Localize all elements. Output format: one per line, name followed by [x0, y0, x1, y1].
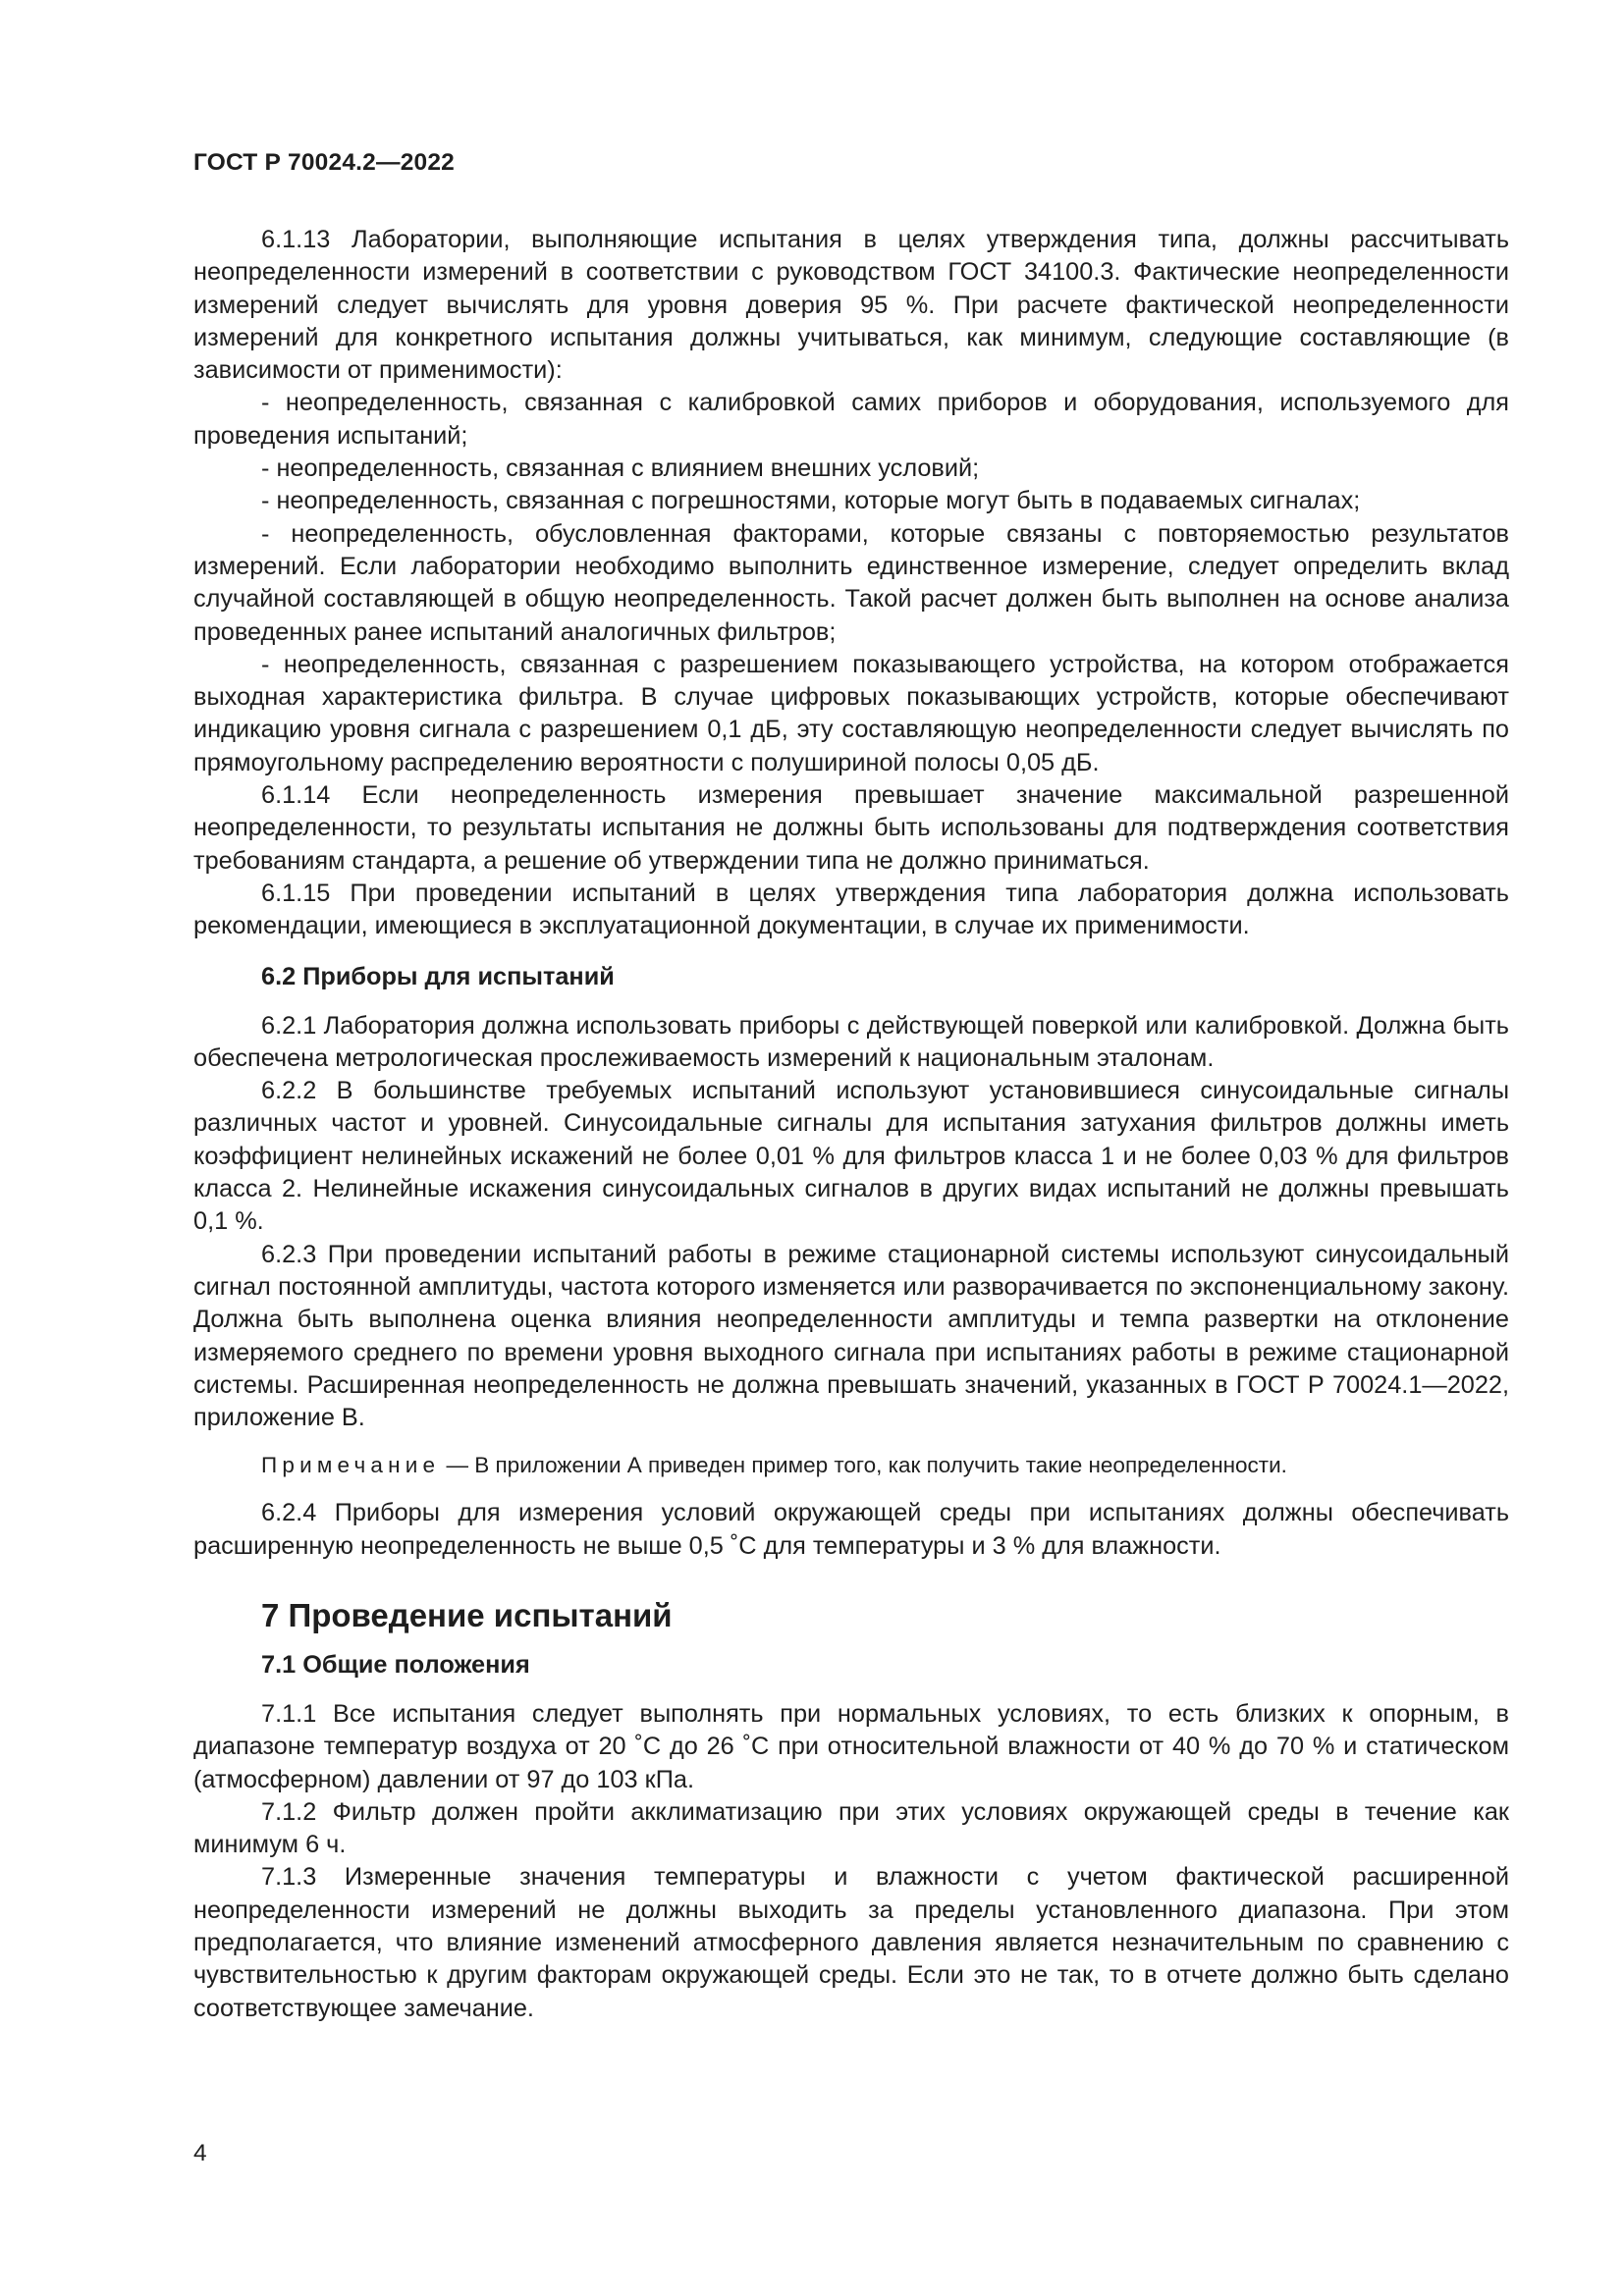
list-item: - неопределенность, обусловленная факторами, которые связаны с повторяемостью результатов измерений. Если лаборатории необходимо выполнить единственное измерение, следует определить вклад случайной составляющей в общую неопределенность. Такой расчет должен быть выполнен на основе анализа проведенных ранее испытаний аналогичных фильтров;	[193, 519, 1509, 646]
paragraph-7-1-2: 7.1.2 Фильтр должен пройти акклиматизацию при этих условиях окружающей среды в течение как минимум 6 ч.	[193, 1797, 1509, 1859]
list-item: - неопределенность, связанная с калибровкой самих приборов и оборудования, используемого для проведения испытаний;	[193, 389, 1509, 450]
paragraph-6-1-14: 6.1.14 Если неопределенность измерения превышает значение максимальной разрешенной неопределенности, то результаты испытания не должны быть использованы для подтверждения соответствия требованиям стандарта, а решение об утверждении типа не должно приниматься.	[193, 781, 1509, 875]
list-item: - неопределенность, связанная с разрешением показывающего устройства, на котором отображается выходная характеристика фильтра. В случае цифровых показывающих устройств, которые обеспечивают индикацию уровня сигнала с разрешением 0,1 дБ, эту составляющую неопределенности следует вычислять по прямоугольному распределению вероятности с полушириной полосы 0,05 дБ.	[193, 650, 1509, 776]
section-heading-6-2: 6.2 Приборы для испытаний	[261, 962, 615, 990]
document-body	[193, 224, 1509, 2025]
section-heading-7: 7 Проведение испытаний	[261, 1596, 673, 1633]
paragraph-7-1-3: 7.1.3 Измеренные значения температуры и влажности с учетом фактической расширенной неопределенности измерений не должны выходить за пределы установленного диапазона. При этом предполагается, что влияние изменений атмосферного давления является незначительным по сравнению с чувствительностью к другим факторам окружающей среды. Если это не так, то в отчете должно быть сделано соответствующее замечание.	[193, 1863, 1509, 2022]
list-item: - неопределенность, связанная с влиянием внешних условий;	[261, 454, 980, 483]
section-heading-7-1: 7.1 Общие положения	[261, 1650, 530, 1679]
paragraph-6-2-4: 6.2.4 Приборы для измерения условий окружающей среды при испытаниях должны обеспечивать расширенную неопределенность не выше 0,5 ˚С для температуры и 3 % для влажности.	[193, 1499, 1509, 1560]
note-text: — В приложении А приведен пример того, как получить такие неопределенности.	[440, 1453, 1287, 1478]
document-header: ГОСТ Р 70024.2—2022	[193, 149, 455, 176]
paragraph-6-2-1: 6.2.1 Лаборатория должна использовать приборы с действующей поверкой или калибровкой. Должна быть обеспечена метрологическая прослеживаемость измерений к национальным эталонам.	[193, 1011, 1509, 1072]
paragraph-7-1-1: 7.1.1 Все испытания следует выполнять при нормальных условиях, то есть близких к опорным, в диапазоне температур воздуха от 20 ˚С до 26 ˚С при относительной влажности от 40 % до 70 % и статическом (атмосферном) давлении от 97 до 103 кПа.	[193, 1699, 1509, 1793]
page-number: 4	[193, 2140, 207, 2166]
note	[193, 1451, 1509, 1480]
paragraph-6-1-13: 6.1.13 Лаборатории, выполняющие испытания в целях утверждения типа, должны рассчитывать неопределенности измерений в соответствии с руководством ГОСТ 34100.3. Фактические неопределенности измерений следует вычислять для уровня доверия 95 %. При расчете фактической неопределенности измерений для конкретного испытания должны учитываться, как минимум, следующие составляющие (в зависимости от применимости):	[193, 226, 1509, 385]
list-item: - неопределенность, связанная с погрешностями, которые могут быть в подаваемых сигналах;	[261, 487, 1361, 515]
paragraph-6-1-15: 6.1.15 При проведении испытаний в целях утверждения типа лаборатория должна использовать рекомендации, имеющиеся в эксплуатационной документации, в случае их применимости.	[193, 879, 1509, 940]
paragraph-6-2-3: 6.2.3 При проведении испытаний работы в режиме стационарной системы используют синусоидальный сигнал постоянной амплитуды, частота которого изменяется или разворачивается по экспоненциальному закону. Должна быть выполнена оценка влияния неопределенности амплитуды и темпа развертки на отклонение измеряемого среднего по времени уровня выходного сигнала при испытаниях работы в режиме стационарной системы. Расширенная неопределенность не должна превышать значений, указанных в ГОСТ Р 70024.1—2022, приложение В.	[193, 1240, 1509, 1432]
note-label: Примечание	[261, 1453, 441, 1478]
paragraph-6-2-2: 6.2.2 В большинстве требуемых испытаний используют установившиеся синусоидальные сигналы различных частот и уровней. Синусоидальные сигналы для испытания затухания фильтров должны иметь коэффициент нелинейных искажений не более 0,01 % для фильтров класса 1 и не более 0,03 % для фильтров класса 2. Нелинейные искажения синусоидальных сигналов в других видах испытаний не должны превышать 0,1 %.	[193, 1077, 1509, 1236]
